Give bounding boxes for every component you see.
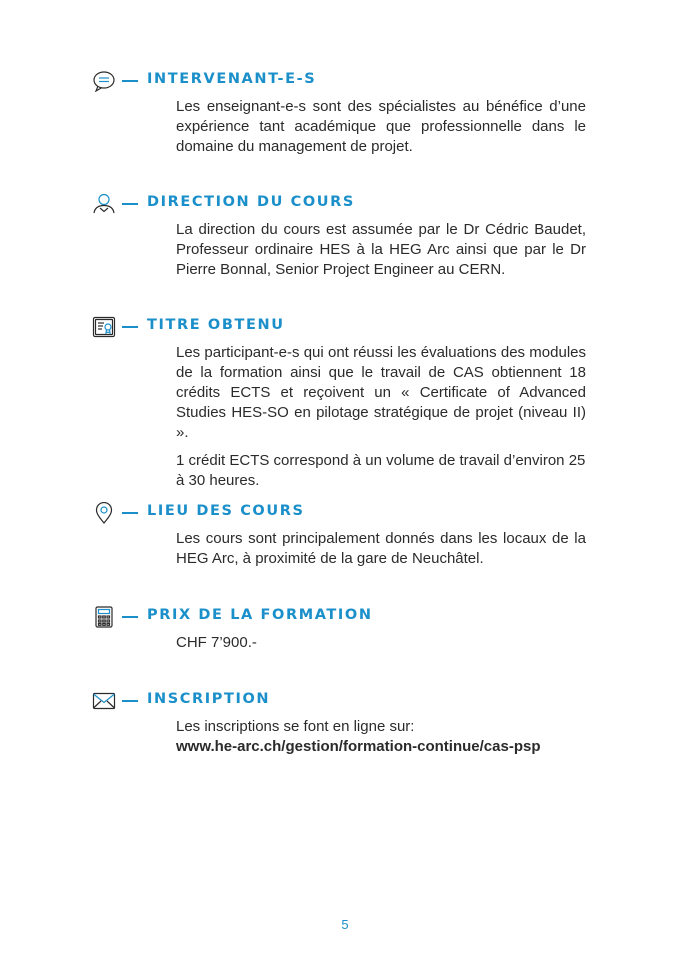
title-dash — [122, 616, 138, 618]
speech-bubble-icon — [92, 70, 116, 92]
section-title: LIEU DES COURS — [147, 503, 305, 519]
section-direction — [0, 193, 690, 288]
section-title: INSCRIPTION — [147, 691, 271, 707]
paragraph: Les inscriptions se font en ligne sur: — [176, 718, 415, 735]
section-body — [176, 220, 586, 280]
section-title: TITRE OBTENU — [147, 317, 285, 333]
title-dash — [122, 203, 138, 205]
envelope-icon — [92, 690, 116, 712]
section-body — [176, 717, 586, 757]
section-titre — [0, 316, 690, 499]
paragraph: Les enseignant-e-s sont des spécialistes au bénéfice d’une expérience tant académique que professionnelle dans le domaine du management de projet. — [176, 98, 586, 155]
section-body — [176, 529, 586, 569]
section-body — [176, 343, 586, 491]
section-intervenants — [0, 70, 690, 165]
paragraph: La direction du cours est assumée par le Dr Cédric Baudet, Professeur ordinaire HES à la HEG Arc ainsi que par le Dr Pierre Bonnal, Senior Project Engineer au CERN. — [176, 221, 586, 278]
paragraph: 1 crédit ECTS correspond à un volume de travail d’environ 25 à 30 heures. — [176, 452, 586, 489]
section-header — [0, 502, 690, 524]
section-header — [0, 316, 690, 338]
section-body — [176, 97, 586, 157]
page-number: 5 — [341, 917, 349, 932]
section-lieu — [0, 502, 690, 577]
certificate-icon — [92, 316, 116, 338]
paragraph: Les participant-e-s qui ont réussi les évaluations des modules de la formation ainsi que le travail de CAS obtiennent 18 crédits ECTS et reçoivent un « Certificate of Advanced Studies HES-SO en pilotage stratégique de projet (niveau II) ». — [176, 344, 586, 441]
section-header — [0, 70, 690, 92]
title-dash — [122, 326, 138, 328]
price: CHF 7’900.- — [176, 634, 257, 651]
section-prix — [0, 606, 690, 661]
location-pin-icon — [92, 502, 116, 524]
title-dash — [122, 80, 138, 82]
section-header — [0, 606, 690, 628]
section-header — [0, 193, 690, 215]
paragraph: Les cours sont principalement donnés dans les locaux de la HEG Arc, à proximité de la gare de Neuchâtel. — [176, 530, 586, 567]
section-inscription — [0, 690, 690, 765]
section-title: INTERVENANT-E-S — [147, 71, 317, 87]
section-header — [0, 690, 690, 712]
registration-link[interactable]: www.he-arc.ch/gestion/formation-continue/cas-psp — [176, 738, 541, 755]
person-icon — [92, 193, 116, 215]
title-dash — [122, 512, 138, 514]
section-body — [176, 633, 586, 653]
section-title: DIRECTION DU COURS — [147, 194, 355, 210]
title-dash — [122, 700, 138, 702]
calculator-icon — [92, 606, 116, 628]
section-title: PRIX DE LA FORMATION — [147, 607, 373, 623]
